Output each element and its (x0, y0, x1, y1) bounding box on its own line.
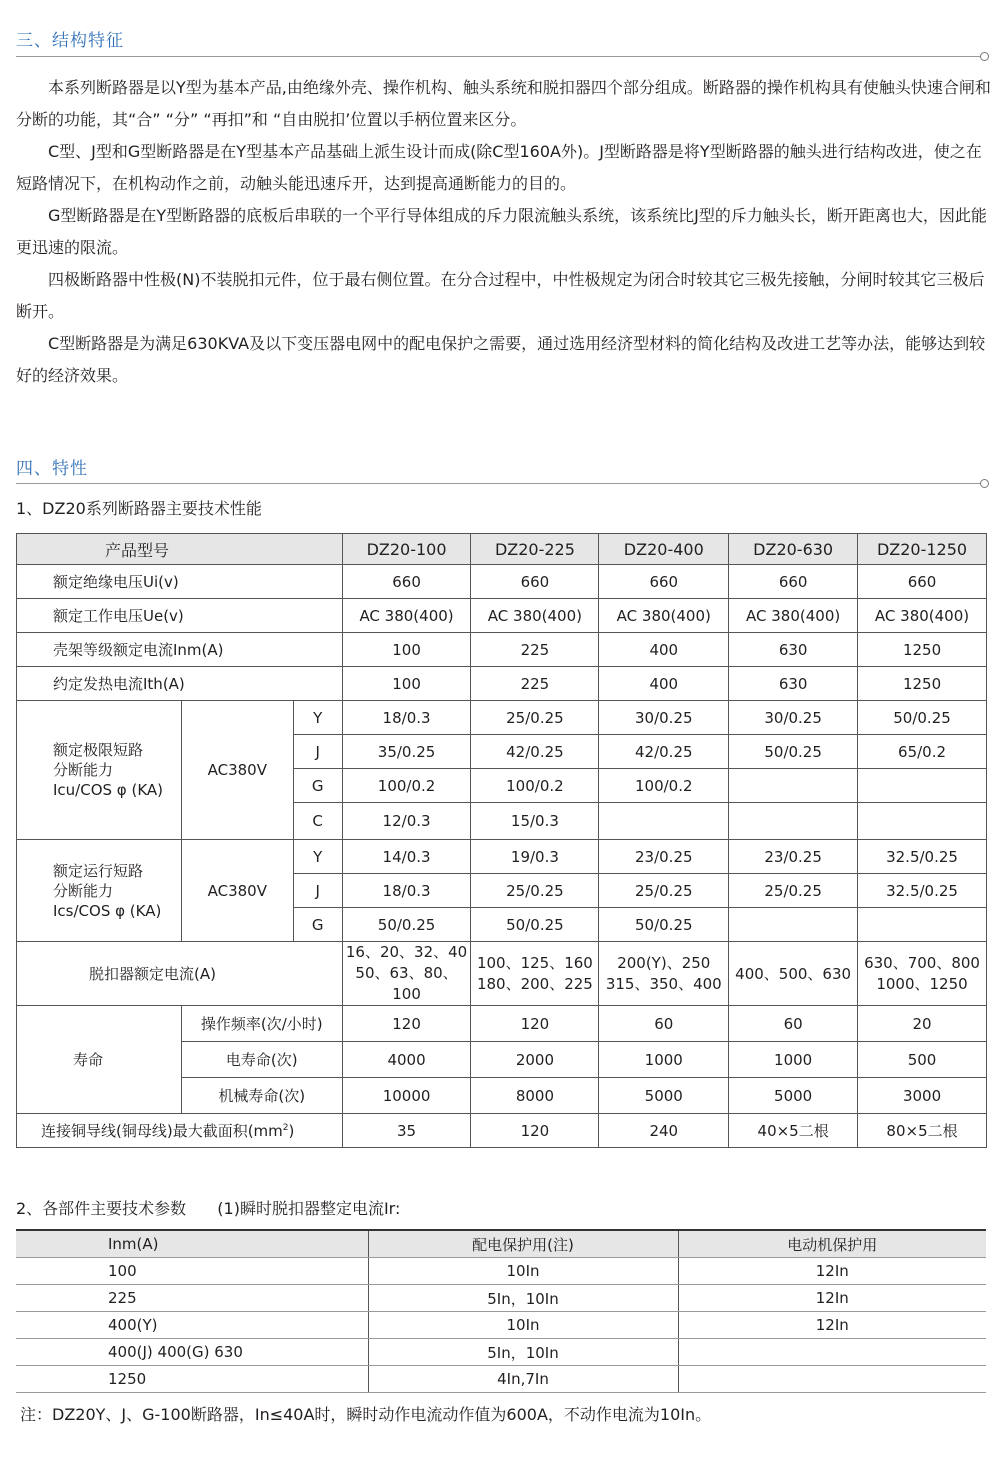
type-cell: C (293, 803, 342, 840)
cell: 660 (729, 565, 858, 599)
cell: 50/0.25 (858, 701, 987, 735)
header-cell: DZ20-1250 (858, 534, 987, 565)
row-label: 电寿命(次) (181, 1042, 342, 1078)
cell: 32.5/0.25 (858, 874, 987, 908)
table-row (17, 942, 987, 1006)
section-3-body (16, 72, 994, 392)
param-header-row (16, 1230, 986, 1258)
cell: 400(J) 400(G) 630 (16, 1339, 368, 1366)
icu-group-label (17, 701, 182, 840)
table-row (17, 1006, 987, 1042)
table-row (16, 1258, 986, 1285)
param-table-heading (16, 1196, 400, 1219)
cell: 50/0.25 (599, 908, 729, 942)
table-row (17, 565, 987, 599)
type-cell: G (293, 908, 342, 942)
cell: 40×5二根 (729, 1114, 858, 1148)
cell: 30/0.25 (599, 701, 729, 735)
table-row (16, 1285, 986, 1312)
cell: AC 380(400) (599, 599, 729, 633)
row-label: 额定绝缘电压Ui(v) (17, 565, 343, 599)
cell: 19/0.3 (471, 840, 599, 874)
row-label: 机械寿命(次) (181, 1078, 342, 1114)
cell (678, 1366, 986, 1393)
cell: 225 (471, 667, 599, 701)
cell (858, 908, 987, 942)
cell: 25/0.25 (599, 874, 729, 908)
table-row (16, 1366, 986, 1393)
table-row (17, 599, 987, 633)
cell: 60 (599, 1006, 729, 1042)
cell: 400、500、630 (729, 942, 858, 1006)
cell: 65/0.2 (858, 735, 987, 769)
cell: 1250 (858, 633, 987, 667)
cell: 630、700、800 1000、1250 (858, 942, 987, 1006)
life-label: 寿命 (17, 1006, 182, 1114)
cell: 400 (599, 667, 729, 701)
cell: 35 (342, 1114, 471, 1148)
cell: 4In,7In (368, 1366, 678, 1393)
cell: 23/0.25 (729, 840, 858, 874)
cell (729, 908, 858, 942)
footnote: 注：DZ20Y、J、G-100断路器，In≤40A时，瞬时动作电流动作值为600A，不动作电流为10In。 (20, 1405, 712, 1424)
cell: 42/0.25 (471, 735, 599, 769)
cell: 2000 (471, 1042, 599, 1078)
type-cell: Y (293, 840, 342, 874)
cell: AC 380(400) (471, 599, 599, 633)
header-cell: 电动机保护用 (678, 1230, 986, 1258)
cell: 225 (16, 1285, 368, 1312)
cell: 3000 (858, 1078, 987, 1114)
ics-group-label (17, 840, 182, 942)
cell: 5In，10In (368, 1285, 678, 1312)
cell: 35/0.25 (342, 735, 471, 769)
table-row (17, 701, 987, 735)
cell: 240 (599, 1114, 729, 1148)
spec-table-heading: 1、DZ20系列断路器主要技术性能 (16, 499, 262, 518)
cell: 100/0.2 (471, 769, 599, 803)
divider-dot-icon (980, 52, 989, 61)
spec-header-row (17, 534, 987, 565)
cell: 14/0.3 (342, 840, 471, 874)
cell: 1000 (599, 1042, 729, 1078)
icu-label-line: 额定极限短路 (53, 741, 144, 759)
cell (858, 769, 987, 803)
table-row (17, 667, 987, 701)
cell: AC 380(400) (729, 599, 858, 633)
cell: 630 (729, 633, 858, 667)
cell: 25/0.25 (729, 874, 858, 908)
cell: 30/0.25 (729, 701, 858, 735)
cell: 5000 (599, 1078, 729, 1114)
cell: 12In (678, 1312, 986, 1339)
cell: 12In (678, 1258, 986, 1285)
cell: 25/0.25 (471, 701, 599, 735)
cell (858, 803, 987, 840)
cell: 660 (858, 565, 987, 599)
table-row (17, 633, 987, 667)
cell: 100/0.2 (342, 769, 471, 803)
table-row (17, 1114, 987, 1148)
type-cell: G (293, 769, 342, 803)
cell: 100/0.2 (599, 769, 729, 803)
cell: 20 (858, 1006, 987, 1042)
cell: 60 (729, 1006, 858, 1042)
section-3-divider (16, 56, 982, 57)
cell: 630 (729, 667, 858, 701)
cell: 660 (342, 565, 471, 599)
cell: 42/0.25 (599, 735, 729, 769)
cell: 12In (678, 1285, 986, 1312)
cell: 100 (342, 667, 471, 701)
header-cell: Inm(A) (16, 1230, 368, 1258)
section-4-divider (16, 483, 982, 484)
cell: AC 380(400) (342, 599, 471, 633)
ics-label-line: 分断能力 (53, 881, 114, 900)
param-heading-text: 2、各部件主要技术参数 (16, 1199, 187, 1218)
cell: 500 (858, 1042, 987, 1078)
header-cell: DZ20-630 (729, 534, 858, 565)
cell (729, 769, 858, 803)
cell: 120 (471, 1114, 599, 1148)
ics-label-line: Ics/COS φ (KA) (53, 901, 162, 920)
header-cell: DZ20-400 (599, 534, 729, 565)
cell: 50/0.25 (471, 908, 599, 942)
cell: 1250 (858, 667, 987, 701)
cell: 100 (342, 633, 471, 667)
type-cell: J (293, 735, 342, 769)
cell: 16、20、32、40 50、63、80、100 (342, 942, 471, 1006)
cell: 18/0.3 (342, 701, 471, 735)
cell: 10000 (342, 1078, 471, 1114)
header-cell: DZ20-100 (342, 534, 471, 565)
cell: 400 (599, 633, 729, 667)
icu-label-line: 分断能力 (53, 761, 114, 779)
section-3-title: 三、结构特征 (16, 31, 124, 51)
cell: 100、125、160 180、200、225 (471, 942, 599, 1006)
cell: 200(Y)、250 315、350、400 (599, 942, 729, 1006)
cell: 100 (16, 1258, 368, 1285)
cell: 660 (599, 565, 729, 599)
paragraph-3: G型断路器是在Y型断路器的底板后串联的一个平行导体组成的斥力限流触头系统，该系统比J型的斥力触头长，断开距离也大，因此能更迅速的限流。 (16, 206, 987, 257)
header-model: 产品型号 (17, 534, 343, 565)
row-label: 约定发热电流Ith(A) (17, 667, 343, 701)
type-cell: Y (293, 701, 342, 735)
cell: 80×5二根 (858, 1114, 987, 1148)
icu-voltage: AC380V (181, 701, 293, 840)
cell: 23/0.25 (599, 840, 729, 874)
spec-table (16, 533, 987, 1148)
row-label: 脱扣器额定电流(A) (17, 942, 343, 1006)
type-cell: J (293, 874, 342, 908)
cell: 50/0.25 (342, 908, 471, 942)
param-heading-extra: (1)瞬时脱扣器整定电流Ir: (217, 1199, 401, 1218)
param-table (16, 1229, 986, 1393)
cell: 660 (471, 565, 599, 599)
cell: 32.5/0.25 (858, 840, 987, 874)
row-label: 壳架等级额定电流Inm(A) (17, 633, 343, 667)
cell: 1000 (729, 1042, 858, 1078)
header-cell: DZ20-225 (471, 534, 599, 565)
icu-label-line: Icu/COS φ (KA) (53, 781, 164, 799)
divider-dot-icon (980, 479, 989, 488)
cell: 120 (342, 1006, 471, 1042)
paragraph-4: 四极断路器中性极(N)不装脱扣元件，位于最右侧位置。在分合过程中，中性极规定为闭合时较其它三极先接触，分闸时较其它三极后断开。 (16, 270, 985, 321)
header-cell: 配电保护用(注) (368, 1230, 678, 1258)
cell: 5In，10In (368, 1339, 678, 1366)
cell: 18/0.3 (342, 874, 471, 908)
row-label: 额定工作电压Ue(v) (17, 599, 343, 633)
cell: 12/0.3 (342, 803, 471, 840)
cell: 25/0.25 (471, 874, 599, 908)
table-row (17, 840, 987, 874)
cell: 120 (471, 1006, 599, 1042)
cell: 8000 (471, 1078, 599, 1114)
cell: 50/0.25 (729, 735, 858, 769)
table-row (16, 1312, 986, 1339)
paragraph-1: 本系列断路器是以Y型为基本产品,由绝缘外壳、操作机构、触头系统和脱扣器四个部分组成。断路器的操作机构具有使触头快速合闸和分断的功能，其“合” “分” “再扣”和 “自由脱扣’位置以手柄位置来区分。 (16, 78, 991, 129)
cell: 15/0.3 (471, 803, 599, 840)
cell: AC 380(400) (858, 599, 987, 633)
paragraph-2: C型、J型和G型断路器是在Y型基本产品基础上派生设计而成(除C型160A外)。J型断路器是将Y型断路器的触头进行结构改进，使之在短路情况下，在机构动作之前，动触头能迅速斥开，达到提高通断能力的目的。 (16, 142, 982, 193)
cell (678, 1339, 986, 1366)
paragraph-5: C型断路器是为满足630KVA及以下变压器电网中的配电保护之需要，通过选用经济型材料的简化结构及改进工艺等办法，能够达到较好的经济效果。 (16, 334, 986, 385)
ics-voltage: AC380V (181, 840, 293, 942)
table-row (16, 1339, 986, 1366)
cell: 1250 (16, 1366, 368, 1393)
cell: 400(Y) (16, 1312, 368, 1339)
cell: 10In (368, 1258, 678, 1285)
cell: 225 (471, 633, 599, 667)
cell: 10In (368, 1312, 678, 1339)
row-label: 操作频率(次/小时) (181, 1006, 342, 1042)
cell: 4000 (342, 1042, 471, 1078)
ics-label-line: 额定运行短路 (53, 861, 144, 880)
section-4-title: 四、特性 (16, 459, 88, 479)
row-label: 连接铜导线(铜母线)最大截面积$(mm^2)$ (17, 1114, 343, 1148)
cell (599, 803, 729, 840)
cell (729, 803, 858, 840)
cell: 5000 (729, 1078, 858, 1114)
